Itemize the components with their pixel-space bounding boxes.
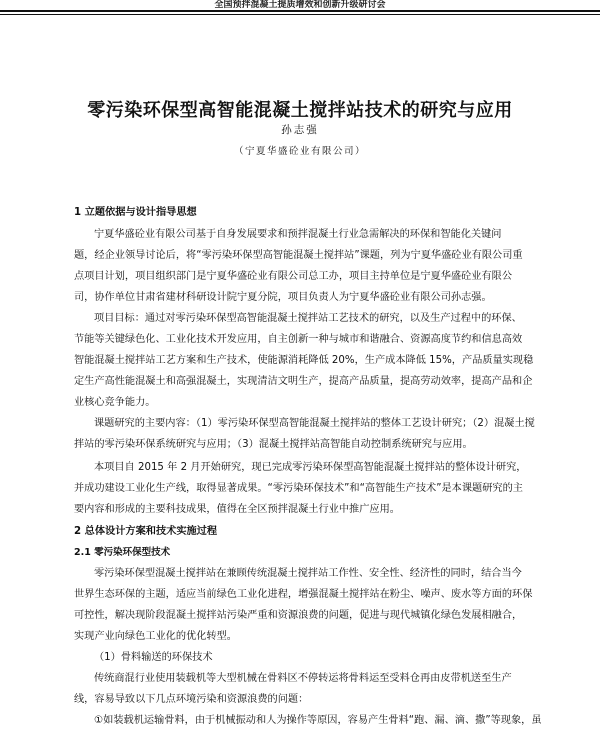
paragraph-line: 题，经企业领导讨论后，将“零污染环保型高智能混凝土搅拌站”课题，列为宁夏华盛砼业有限公司重 [74,250,523,261]
paragraph-line: 要内容和形成的主要科技成果，值得在全区预拌混凝土行业中推广应用。 [74,504,400,515]
paragraph-line: 司，协作单位甘肃省建材科研设计院宁夏分院，项目负责人为宁夏华盛砼业有限公司孙志强。 [74,292,492,303]
item-heading: （1）骨料输送的环保技术 [94,652,213,663]
author-name: 孙志强 [281,124,319,136]
paper-title: 零污染环保型高智能混凝土搅拌站技术的研究与应用 [87,100,513,121]
paragraph-line: ①如装载机运输骨料，由于机械振动和人为操作等原因，容易产生骨料“跑、漏、滴、撒”等现象，虽 [94,715,542,726]
paragraph-line: 宁夏华盛砼业有限公司基于自身发展要求和预拌混凝土行业急需解决的环保和智能化关键问 [94,229,502,240]
section-heading-2: 2 总体设计方案和技术实施过程 [74,526,218,537]
paragraph-line: 节能等关键绿色化、工业化技术开发应用，自主创新一种与城市和谐融合、资源高度节约和信息高效 [74,334,523,345]
paragraph-line: 项目目标：通过对零污染环保型高智能混凝土搅拌站工艺技术的研究，以及生产过程中的环保、 [94,313,522,324]
running-header: 全国预拌混凝土提质增效和创新升级研讨会 [214,0,386,10]
header-rule [0,10,600,12]
subsection-heading-2-1: 2.1 零污染环保型技术 [74,547,171,558]
paragraph-line: 点项目计划，项目组织部门是宁夏华盛砼业有限公司总工办，项目主持单位是宁夏华盛砼业有限公 [74,271,513,282]
paragraph-line: 定生产高性能混凝土和高强混凝土，实现清洁文明生产，提高产品质量，提高劳动效率，提高产品和企 [74,376,533,387]
paragraph-line: 世界生态环保的主题，适应当前绿色工业化进程，增强混凝土搅拌站在粉尘、噪声、废水等方面的环保 [74,589,533,600]
paragraph-line: 并成功建设工业化生产线，取得显著成果。“零污染环保技术”和“高智能生产技术”是本课题研究的主 [74,483,523,494]
paragraph-line: 零污染环保型混凝土搅拌站在兼顾传统混凝土搅拌站工作性、安全性、经济性的同时，结合当今 [94,568,522,579]
paragraph-line: 可控性，解决现阶段混凝土搅拌站污染严重和资源浪费的问题，促进与现代城镇化绿色发展相融合， [74,610,523,621]
section-heading-1: 1 立题依据与设计指导思想 [74,207,197,218]
paragraph-line: 实现产业向绿色工业化的优化转型。 [74,631,237,642]
paragraph-line: 线，容易导致以下几点环境污染和资源浪费的问题： [74,694,309,705]
paragraph-line: 业核心竞争能力。 [74,397,156,408]
paragraph-line: 课题研究的主要内容：（1）零污染环保型高智能混凝土搅拌站的整体工艺设计研究；（2）混凝土搅 [94,418,535,429]
paragraph-line: 传统商混行业使用装载机等大型机械在骨料区不停转运将骨料运至受料仓再由皮带机送至生产 [94,673,512,684]
paragraph-line: 本项目自 2015 年 2 月开始研究，现已完成零污染环保型高智能混凝土搅拌站的整体设计研究， [94,462,527,473]
paragraph-line: 智能混凝土搅拌站工艺方案和生产技术，使能源消耗降低 20%，生产成本降低 15%，产品质量实现稳 [74,355,534,366]
author-affiliation: （宁夏华盛砼业有限公司） [233,146,366,157]
header-rule-thin [0,14,600,15]
paragraph-line: 拌站的零污染环保系统研究与应用；（3）混凝土搅拌站高智能自动控制系统研究与应用。 [74,439,473,450]
